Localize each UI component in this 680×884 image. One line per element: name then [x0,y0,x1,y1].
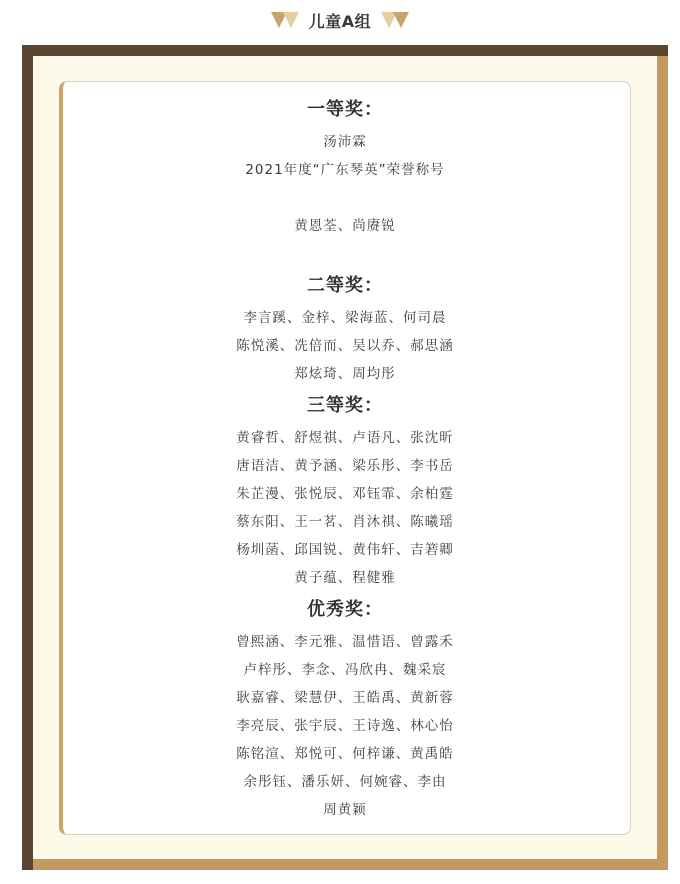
frame-edge-right [657,45,668,870]
second-prize-heading: 二等奖： [307,275,383,296]
excellent-prize-line: 余彤钰、潘乐妍、何婉睿、李由 [243,774,447,790]
excellent-prize-line: 卢梓彤、李念、冯欣冉、魏采宸 [243,662,447,678]
third-prize-line: 黄睿哲、舒煜祺、卢语凡、张沈昕 [236,430,454,446]
frame-edge-bottom [22,859,668,870]
excellent-prize-line: 陈铭渲、郑悦可、何梓谦、黄禹皓 [236,746,454,762]
second-prize-line: 郑炫琦、周均彤 [294,366,396,382]
third-prize-line: 杨圳菡、邱国锐、黄伟轩、吉箬卿 [236,542,454,558]
excellent-prize-line: 周黄颖 [323,802,367,818]
frame-edge-left [22,45,33,870]
section-header [0,6,680,34]
third-prize-heading: 三等奖： [307,395,383,416]
excellent-prize-line: 曾熙涵、李元雅、温惜语、曾露禾 [236,634,454,650]
first-prize-name: 汤沛霖 [323,134,367,150]
excellent-prize-line: 耿嘉睿、梁慧伊、王皓禹、黄新蓉 [236,690,454,706]
header-title: 儿童A组 [308,11,372,31]
excellent-prize-line: 李亮辰、张宇辰、王诗逸、林心怡 [236,718,454,734]
honor-title-line: 2021年度“广东琴英”荣誉称号 [245,162,445,178]
third-prize-line: 蔡东阳、王一茗、肖沐祺、陈曦瑶 [236,514,454,530]
third-prize-line: 唐语洁、黄予涵、梁乐彤、李书岳 [236,458,454,474]
second-prize-line: 李言蹊、金梓、梁海蓝、何司晨 [243,310,447,326]
excellent-prize-heading: 优秀奖： [307,599,383,620]
triangle-ornament-left-icon [271,12,301,28]
spacer [59,184,631,212]
third-prize-line: 黄子蕴、程健雅 [294,570,396,586]
spacer [59,240,631,268]
triangle-ornament-right-icon [379,12,409,28]
second-prize-line: 陈悦溪、冼倍而、吴以乔、郝思涵 [236,338,454,354]
first-prize-heading: 一等奖： [307,99,383,120]
frame-edge-top [22,45,668,56]
third-prize-line: 朱芷漫、张悦辰、邓钰霏、余柏霆 [236,486,454,502]
award-list [59,92,631,824]
first-prize-names: 黄恩荃、尚赓锐 [294,218,396,234]
